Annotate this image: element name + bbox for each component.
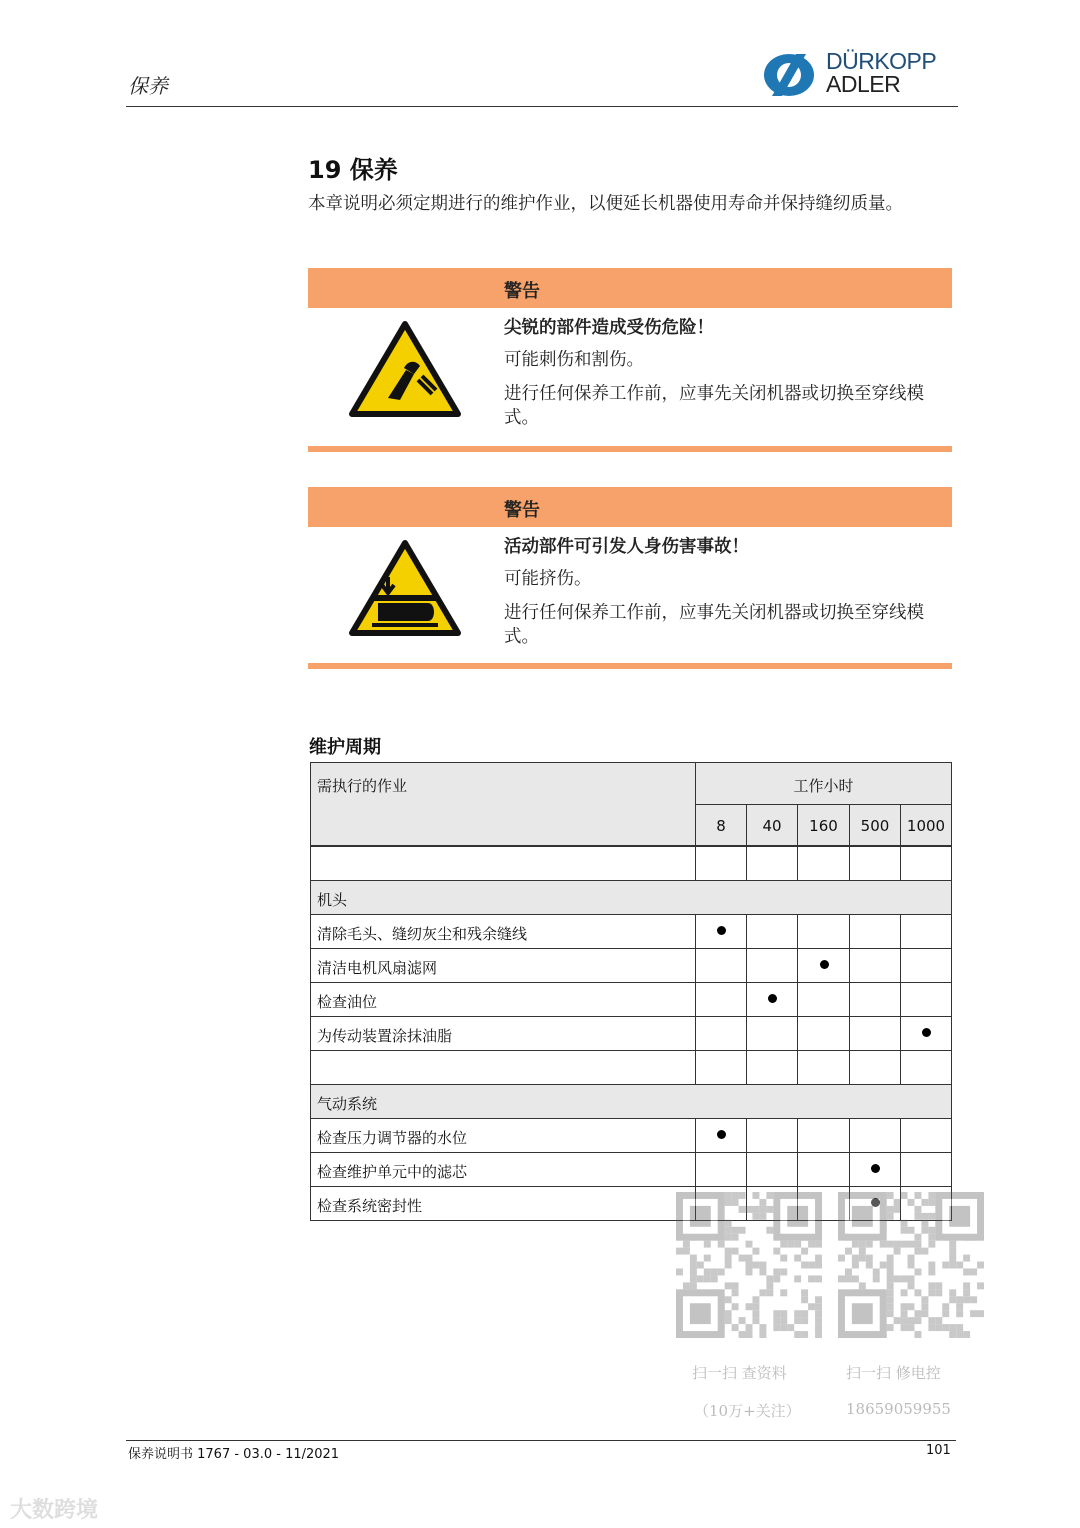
warning-consequence: 可能挤伤。 [504, 569, 592, 589]
table-cell [695, 982, 747, 1017]
table-cell [900, 914, 952, 949]
task-label: 检查压力调节器的水位 [317, 1129, 468, 1147]
task-label: 检查油位 [317, 993, 378, 1011]
hours-header-1000: 1000 [900, 804, 952, 846]
table-cell [797, 1050, 850, 1085]
table-cell [695, 846, 747, 881]
hours-header-40: 40 [746, 804, 798, 846]
interval-marker [820, 960, 829, 969]
watermark-caption: 扫一扫 查资料 [692, 1364, 787, 1382]
table-cell [797, 846, 850, 881]
table-cell [746, 846, 798, 881]
task-label: 清洁电机风扇滤网 [317, 959, 438, 977]
table-row-spacer [310, 1050, 696, 1085]
table-cell [746, 1050, 798, 1085]
table-cell [849, 1050, 901, 1085]
warning-title: 尖锐的部件造成受伤危险！ [504, 318, 714, 338]
table-cell [900, 982, 952, 1017]
warning-instruction: 进行任何保养工作前，应事先关闭机器或切换至穿线模式。 [504, 384, 924, 428]
table-row-task [310, 1118, 696, 1153]
qr-code-icon [838, 1192, 984, 1338]
interval-marker [768, 994, 777, 1003]
interval-marker [871, 1164, 880, 1173]
table-cell [695, 914, 747, 949]
table-cell [746, 948, 798, 983]
cut-hazard-icon [348, 320, 462, 420]
task-label: 清除毛头、缝纫灰尘和残余缝线 [317, 925, 528, 943]
header-divider [126, 106, 958, 107]
table-cell [849, 1016, 901, 1051]
table-cell [797, 982, 850, 1017]
table-section-header [310, 1084, 952, 1119]
table-cell [797, 1152, 850, 1187]
table-cell [746, 914, 798, 949]
table-cell [849, 914, 901, 949]
table-cell [849, 982, 901, 1017]
table-cell [849, 1152, 901, 1187]
table-cell [746, 1118, 798, 1153]
task-label: 检查维护单元中的滤芯 [317, 1163, 468, 1181]
brand-mark-icon [762, 52, 816, 98]
table-cell [797, 1016, 850, 1051]
watermark-caption: （10万+关注） [694, 1402, 801, 1420]
warning-instruction: 进行任何保养工作前，应事先关闭机器或切换至穿线模式。 [504, 603, 924, 647]
table-cell [695, 1016, 747, 1051]
watermark-caption: 18659059955 [846, 1400, 951, 1418]
table-section-header [310, 880, 952, 915]
footer-divider [126, 1440, 956, 1441]
table-row-task [310, 1186, 696, 1221]
table-cell [746, 1152, 798, 1187]
site-watermark: 大数跨境 [10, 1498, 99, 1523]
warning-box-moving-parts [308, 487, 952, 671]
running-header: 保养 [128, 74, 168, 98]
task-label: 检查系统密封性 [317, 1197, 423, 1215]
table-row-task [310, 914, 696, 949]
table-cell [900, 1118, 952, 1153]
table-cell [695, 1050, 747, 1085]
chapter-intro: 本章说明必须定期进行的维护作业，以便延长机器使用寿命并保持缝纫质量。 [308, 194, 903, 214]
table-cell [695, 1152, 747, 1187]
warning-title: 活动部件可引发人身伤害事故！ [504, 537, 749, 557]
warning-header [308, 487, 952, 527]
table-cell [797, 914, 850, 949]
table-cell [695, 948, 747, 983]
interval-marker [717, 1130, 726, 1139]
footer-doc-info: 保养说明书 1767 - 03.0 - 11/2021 [128, 1447, 340, 1462]
brand-name-line1: DÜRKOPP [826, 48, 937, 74]
warning-box-sharp-parts [308, 268, 952, 452]
task-label: 为传动装置涂抹油脂 [317, 1027, 453, 1045]
table-row-task [310, 1152, 696, 1187]
maintenance-table-title: 维护周期 [309, 737, 381, 758]
table-cell [746, 1016, 798, 1051]
table-cell [900, 1152, 952, 1187]
table-cell [900, 948, 952, 983]
hours-header-500: 500 [849, 804, 901, 846]
page-number: 101 [926, 1443, 951, 1458]
warning-consequence: 可能刺伤和割伤。 [504, 350, 644, 370]
table-cell [849, 846, 901, 881]
hours-group-header: 工作小时 [695, 762, 952, 805]
table-cell [797, 948, 850, 983]
warning-label: 警告 [504, 500, 540, 521]
warning-header [308, 268, 952, 308]
chapter-title: 19 保养 [308, 156, 398, 184]
table-row-task [310, 1016, 696, 1051]
table-cell [797, 1118, 850, 1153]
hours-header-8: 8 [695, 804, 747, 846]
table-row-task [310, 982, 696, 1017]
warning-bottom-bar [308, 446, 952, 452]
warning-label: 警告 [504, 281, 540, 302]
crush-hazard-icon [348, 539, 462, 639]
section-name: 机头 [317, 891, 348, 909]
hours-header-160: 160 [797, 804, 850, 846]
qr-code-icon [676, 1192, 822, 1338]
brand-logo [762, 50, 957, 102]
task-column-header: 需执行的作业 [310, 762, 696, 846]
brand-name-line2: ADLER [826, 71, 901, 97]
table-row-spacer [310, 846, 696, 881]
table-cell [849, 1118, 901, 1153]
table-cell [900, 1050, 952, 1085]
watermark-caption: 扫一扫 修电控 [846, 1364, 941, 1382]
interval-marker [922, 1028, 931, 1037]
section-name: 气动系统 [317, 1095, 378, 1113]
maintenance-table [310, 762, 952, 1226]
table-cell [900, 846, 952, 881]
table-cell [695, 1118, 747, 1153]
table-row-task [310, 948, 696, 983]
table-cell [746, 982, 798, 1017]
warning-bottom-bar [308, 663, 952, 669]
table-cell [900, 1016, 952, 1051]
table-cell [849, 948, 901, 983]
interval-marker [717, 926, 726, 935]
